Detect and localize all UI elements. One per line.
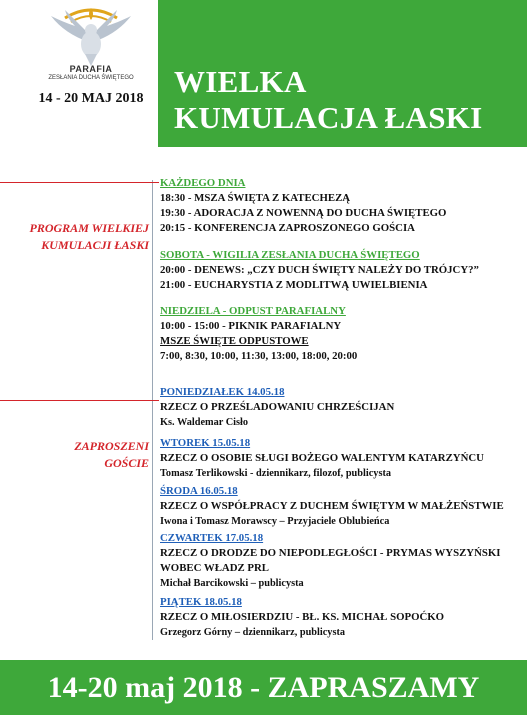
dove-icon [45, 4, 137, 66]
section-heading: SOBOTA - WIGILIA ZESŁANIA DUCHA ŚWIĘTEGO [160, 249, 420, 261]
guest-topic-continued: WOBEC WŁADZ PRL [160, 562, 269, 574]
guest-day: CZWARTEK 17.05.18 [160, 532, 264, 544]
section-heading: KAŻDEGO DNIA [160, 177, 246, 189]
guest-person: Iwona i Tomasz Morawscy – Przyjaciele Oblubieńca [160, 516, 390, 527]
guest-topic: RZECZ O OSOBIE SŁUGI BOŻEGO WALENTYM KATARZYŃCU [160, 452, 484, 464]
guest-person: Tomasz Terlikowski - dziennikarz, filozof, publicysta [160, 468, 392, 479]
program-sunday [160, 304, 520, 364]
guests-label: ZAPROSZENI GOŚCIE [74, 404, 149, 472]
guest-friday [160, 595, 520, 640]
guest-tuesday [160, 436, 520, 481]
program-item: 21:00 - EUCHARYSTIA Z MODLITWĄ UWIELBIENIA [160, 279, 428, 291]
masses-times: 7:00, 8:30, 10:00, 11:30, 13:00, 18:00, 20:00 [160, 350, 358, 362]
guest-day: WTOREK 15.05.18 [160, 437, 251, 449]
title-banner [158, 0, 527, 147]
footer-banner [0, 660, 527, 715]
footer-text: 14-20 maj 2018 - ZAPRASZAMY [47, 671, 480, 704]
program-item: 10:00 - 15:00 - PIKNIK PARAFIALNY [160, 320, 342, 332]
guest-person: Ks. Waldemar Cisło [160, 417, 249, 428]
section-heading: NIEDZIELA - ODPUST PARAFIALNY [160, 305, 346, 317]
parish-name: PARAFIA [69, 64, 113, 74]
program-label-line [0, 182, 159, 183]
program-every-day [160, 176, 520, 236]
guest-thursday [160, 531, 520, 591]
parish-subtitle: ZESŁANIA DUCHA ŚWIĘTEGO [48, 75, 134, 81]
parish-logo [24, 4, 158, 107]
banner-title: WIELKA KUMULACJA ŁASKI [174, 64, 483, 135]
masses-label: MSZE ŚWIĘTE ODPUSTOWE [160, 335, 309, 347]
guests-label-line [0, 400, 159, 401]
guest-topic: RZECZ O DRODZE DO NIEPODLEGŁOŚCI - PRYMAS WYSZYŃSKI [160, 547, 501, 559]
guest-day: PONIEDZIAŁEK 14.05.18 [160, 386, 285, 398]
guest-topic: RZECZ O WSPÓŁPRACY Z DUCHEM ŚWIĘTYM W MAŁŻEŃSTWIE [160, 500, 504, 512]
vertical-divider [152, 180, 153, 640]
guest-wednesday [160, 484, 520, 529]
program-label: PROGRAM WIELKIEJ KUMULACJI ŁASKI [30, 186, 149, 254]
guest-person: Grzegorz Górny – dziennikarz, publicysta [160, 627, 346, 638]
guest-topic: RZECZ O PRZEŚLADOWANIU CHRZEŚCIJAN [160, 401, 395, 413]
program-saturday [160, 248, 520, 293]
guest-topic: RZECZ O MIŁOSIERDZIU - BŁ. KS. MICHAŁ SOPOĆKO [160, 611, 445, 623]
program-item: 20:15 - KONFERENCJA ZAPROSZONEGO GOŚCIA [160, 222, 415, 234]
event-date-top: 14 - 20 MAJ 2018 [38, 91, 144, 106]
program-item: 19:30 - ADORACJA Z NOWENNĄ DO DUCHA ŚWIĘTEGO [160, 207, 447, 219]
guest-monday [160, 385, 520, 430]
program-item: 20:00 - DENEWS: „CZY DUCH ŚWIĘTY NALEŻY DO TRÓJCY?” [160, 264, 479, 276]
guest-day: PIĄTEK 18.05.18 [160, 596, 242, 608]
guest-day: ŚRODA 16.05.18 [160, 485, 238, 497]
program-item: 18:30 - MSZA ŚWIĘTA Z KATECHEZĄ [160, 192, 351, 204]
guest-person: Michał Barcikowski – publicysta [160, 578, 304, 589]
